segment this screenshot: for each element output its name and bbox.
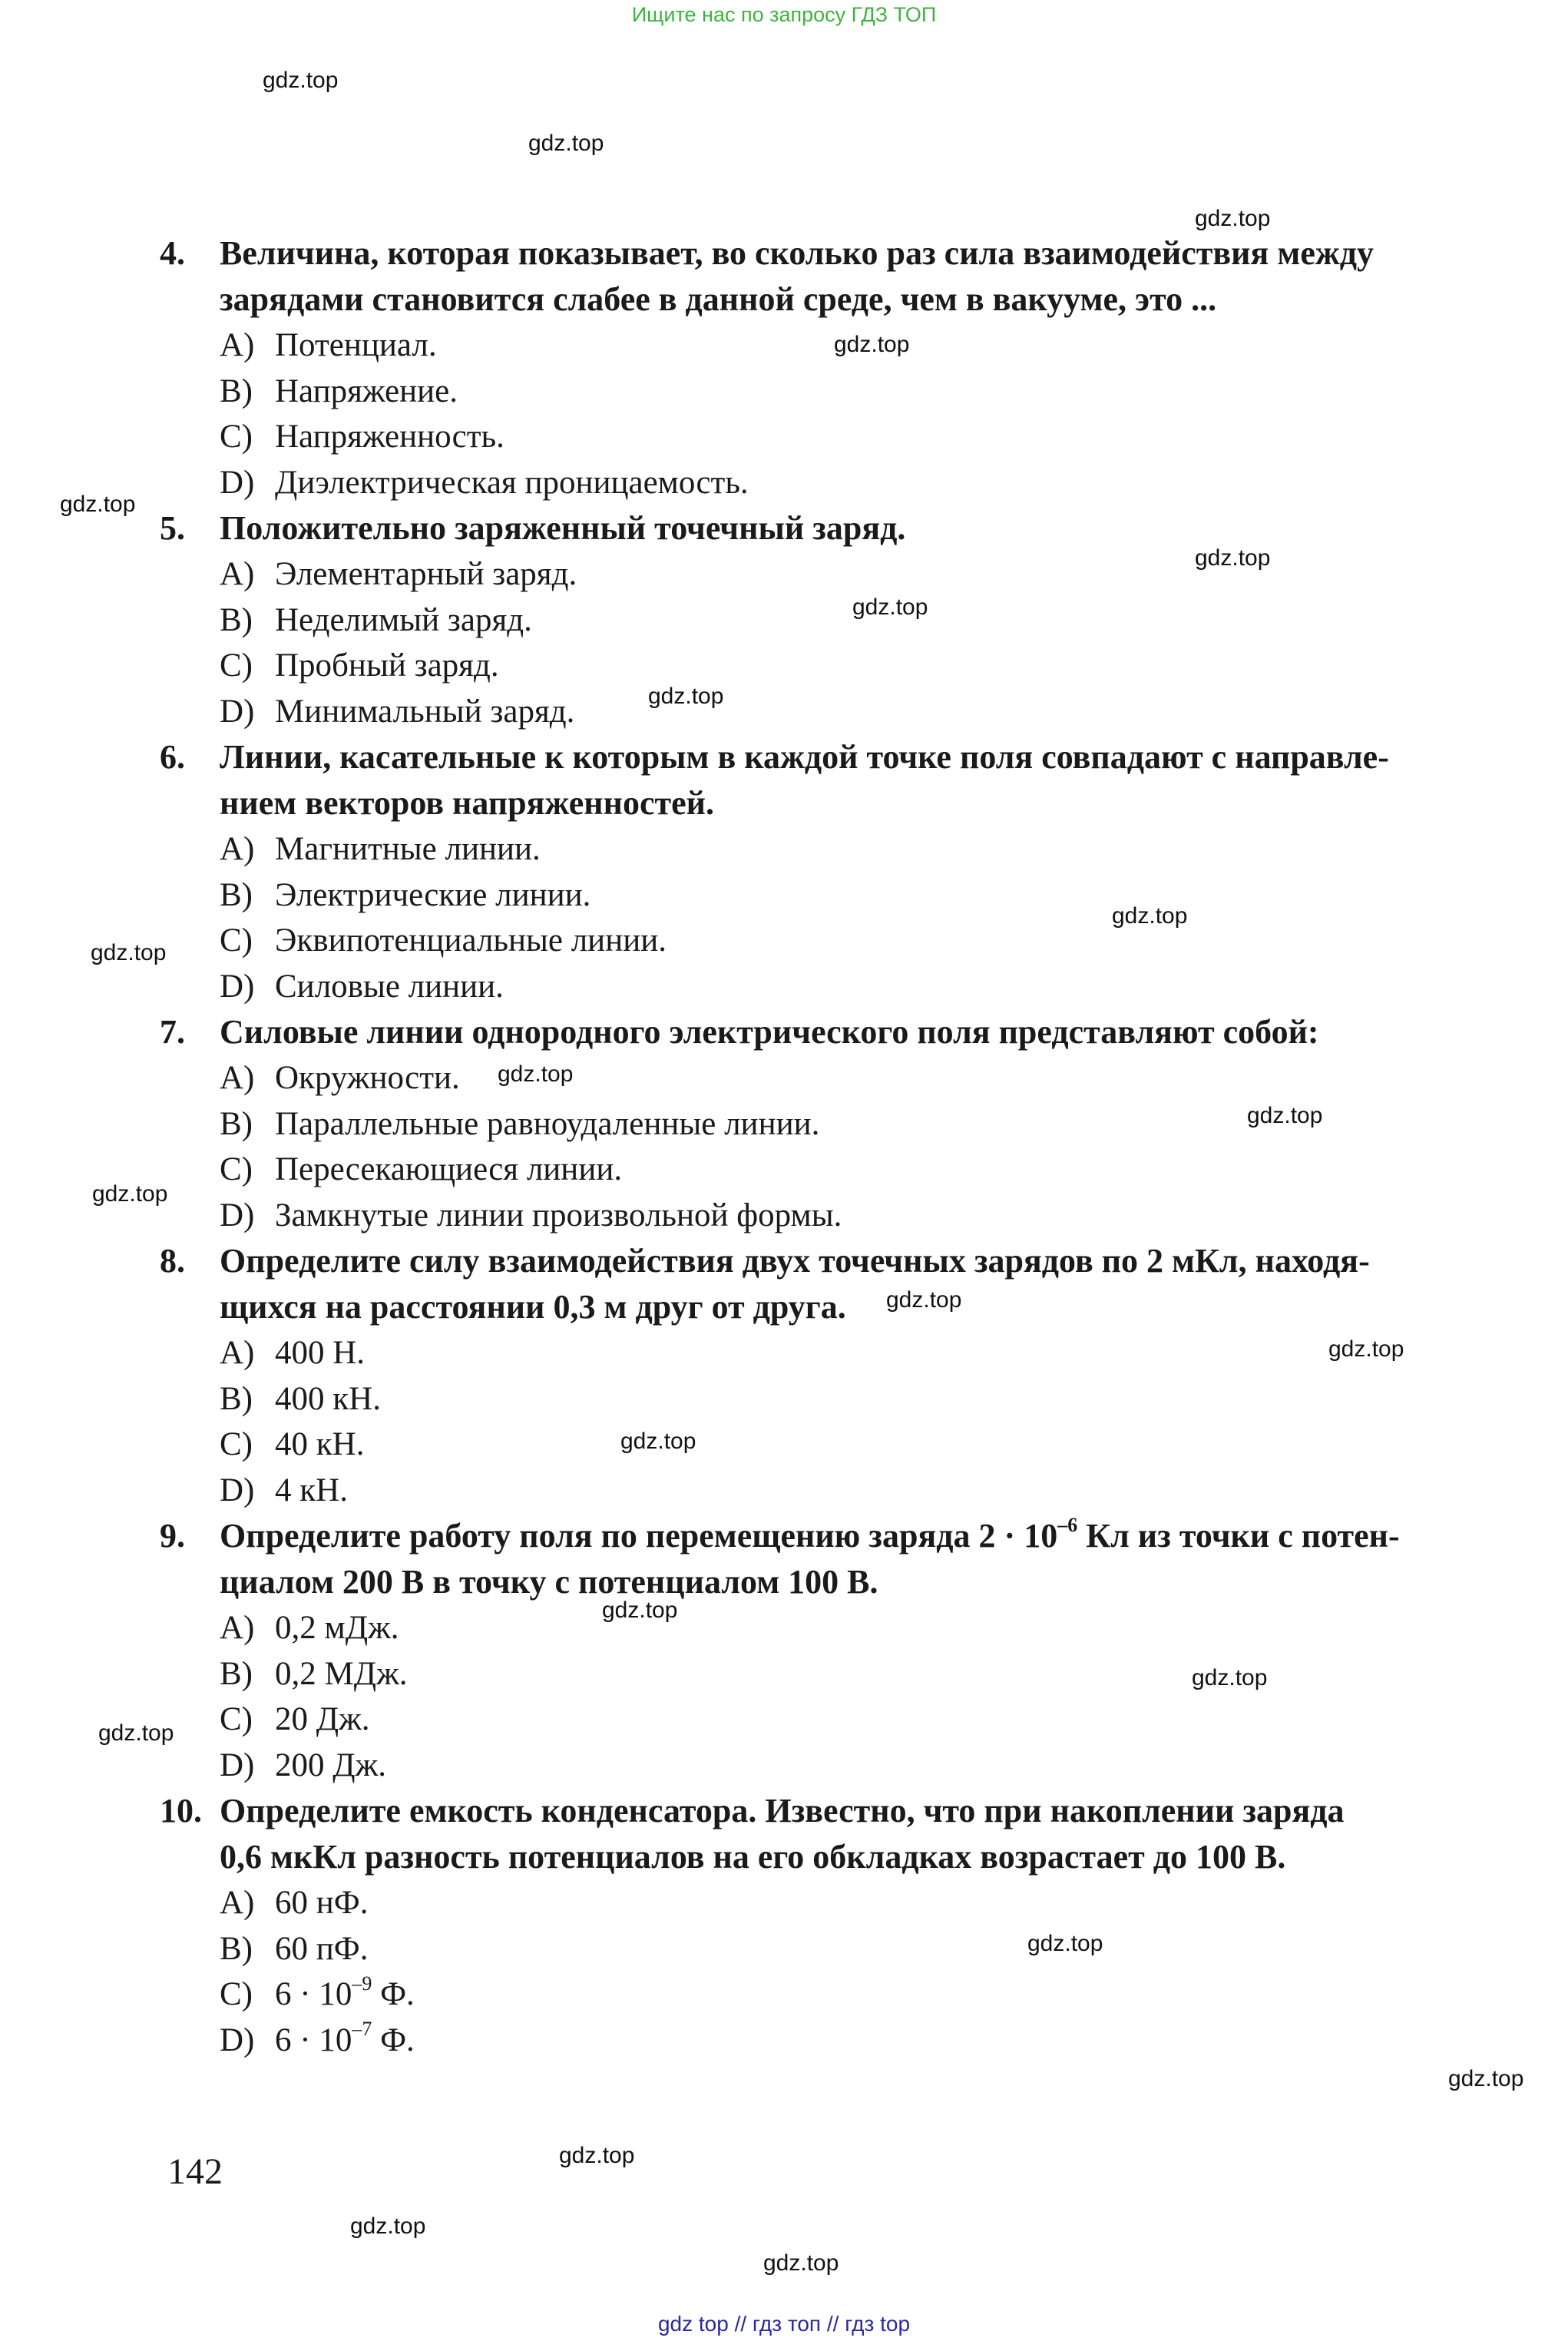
- answer-option: B) Напряжение.: [220, 373, 458, 409]
- answer-option: C) Напряженность.: [220, 419, 504, 455]
- answer-option: B) 0,2 МДж.: [220, 1655, 408, 1692]
- watermark: gdz.top: [648, 684, 724, 709]
- question-text: Определите работу поля по перемещению заряда $2 \cdot 10^{-6}$ Кл из точки с потен- циалом 200 В в точку с потенциалом 100 В.: [220, 1514, 1400, 1601]
- question-7: [160, 1009, 1442, 1238]
- watermark: gdz.top: [834, 332, 910, 357]
- answer-option: A) Элементарный заряд.: [220, 556, 577, 592]
- watermark: gdz.top: [1448, 2066, 1524, 2091]
- answer-option: C) Пересекающиеся линии.: [220, 1151, 623, 1187]
- answer-option: B) 60 пФ.: [220, 1930, 369, 1967]
- question-4: [160, 230, 1442, 505]
- question-10: [160, 1788, 1442, 2063]
- question-8: [160, 1238, 1442, 1513]
- question-number: 6.: [160, 738, 185, 776]
- answer-option: B) 400 кН.: [220, 1380, 381, 1417]
- watermark: gdz.top: [1247, 1103, 1323, 1128]
- answer-option: C) Пробный заряд.: [220, 647, 499, 684]
- question-number: 8.: [160, 1242, 185, 1280]
- answer-option: B) Параллельные равноудаленные линии.: [220, 1105, 820, 1142]
- watermark: gdz.top: [1195, 206, 1271, 231]
- question-number: 4.: [160, 234, 185, 272]
- answer-option: D) Диэлектрическая проницаемость.: [220, 464, 749, 501]
- question-text: Величина, которая показывает, во сколько раз сила взаимодействия между зарядами становится слабее в данной среде, чем в вакууме, это ...: [220, 234, 1374, 318]
- watermark: gdz.top: [559, 2143, 635, 2168]
- watermark: gdz.top: [98, 1720, 174, 1746]
- watermark: gdz.top: [852, 594, 928, 620]
- question-number: 10.: [160, 1792, 202, 1829]
- watermark: gdz.top: [1328, 1336, 1404, 1362]
- page-number: 142: [167, 2151, 223, 2192]
- answer-option: D) 200 Дж.: [220, 1747, 387, 1783]
- answer-option: C) Эквипотенциальные линии.: [220, 922, 667, 959]
- answer-option: D) $6 \cdot 10^{-7}$ Ф.: [220, 2018, 415, 2058]
- answer-option: A) Окружности.: [220, 1060, 460, 1096]
- answer-option: A) Потенциал.: [220, 327, 437, 363]
- watermark: gdz.top: [1027, 1931, 1103, 1956]
- answer-option: C) $6 \cdot 10^{-9}$ Ф.: [220, 1972, 415, 2012]
- question-text: Силовые линии однородного электрического поля представляют собой:: [220, 1013, 1319, 1051]
- watermark: gdz.top: [763, 2250, 839, 2276]
- watermark: gdz.top: [602, 1598, 678, 1623]
- answer-option: A) 0,2 мДж.: [220, 1610, 399, 1646]
- answer-option: B) Неделимый заряд.: [220, 601, 532, 638]
- question-6: [160, 734, 1442, 1009]
- watermark: gdz.top: [886, 1287, 962, 1313]
- question-text: Определите силу взаимодействия двух точечных зарядов по 2 мКл, находя- щихся на расстоянии 0,3 м друг от друга.: [220, 1242, 1370, 1326]
- watermark: gdz.top: [1192, 1665, 1268, 1690]
- answer-option: A) Магнитные линии.: [220, 831, 541, 867]
- question-number: 9.: [160, 1517, 185, 1555]
- question-text: Определите емкость конденсатора. Известно, что при накоплении заряда 0,6 мкКл разность потенциалов на его обкладках возрастает до 100 В.: [220, 1792, 1345, 1876]
- answer-option: C) 20 Дж.: [220, 1701, 370, 1737]
- watermark: gdz.top: [263, 68, 339, 93]
- question-number: 7.: [160, 1013, 185, 1051]
- watermark: gdz.top: [1112, 903, 1188, 929]
- watermark: gdz.top: [528, 131, 604, 156]
- watermark: gdz.top: [91, 940, 167, 965]
- question-5: [160, 505, 1442, 734]
- answer-option: D) 4 кН.: [220, 1472, 348, 1508]
- question-9: [160, 1513, 1442, 1788]
- answer-option: A) 60 нФ.: [220, 1885, 369, 1921]
- watermark: gdz.top: [350, 2214, 426, 2239]
- top-banner[interactable]: Ищите нас по запросу ГДЗ ТОП: [631, 3, 937, 26]
- answer-option: B) Электрические линии.: [220, 876, 591, 913]
- answer-option: D) Замкнутые линии произвольной формы.: [220, 1197, 842, 1233]
- watermark: gdz.top: [92, 1181, 168, 1207]
- footer-links[interactable]: gdz top // гдз топ // гдз top: [657, 2312, 911, 2336]
- answer-option: A) 400 Н.: [220, 1335, 366, 1371]
- watermark: gdz.top: [498, 1061, 574, 1087]
- watermark: gdz.top: [60, 492, 136, 517]
- answer-option: D) Минимальный заряд.: [220, 693, 575, 730]
- watermark: gdz.top: [620, 1429, 696, 1454]
- answer-option: C) 40 кН.: [220, 1426, 365, 1462]
- question-text: Линии, касательные к которым в каждой точке поля совпадают с направле- нием векторов напряженностей.: [220, 738, 1389, 822]
- question-number: 5.: [160, 509, 185, 547]
- question-text: Положительно заряженный точечный заряд.: [220, 509, 906, 547]
- watermark: gdz.top: [1195, 545, 1271, 571]
- answer-option: D) Силовые линии.: [220, 968, 504, 1005]
- question-list: [160, 230, 1442, 2063]
